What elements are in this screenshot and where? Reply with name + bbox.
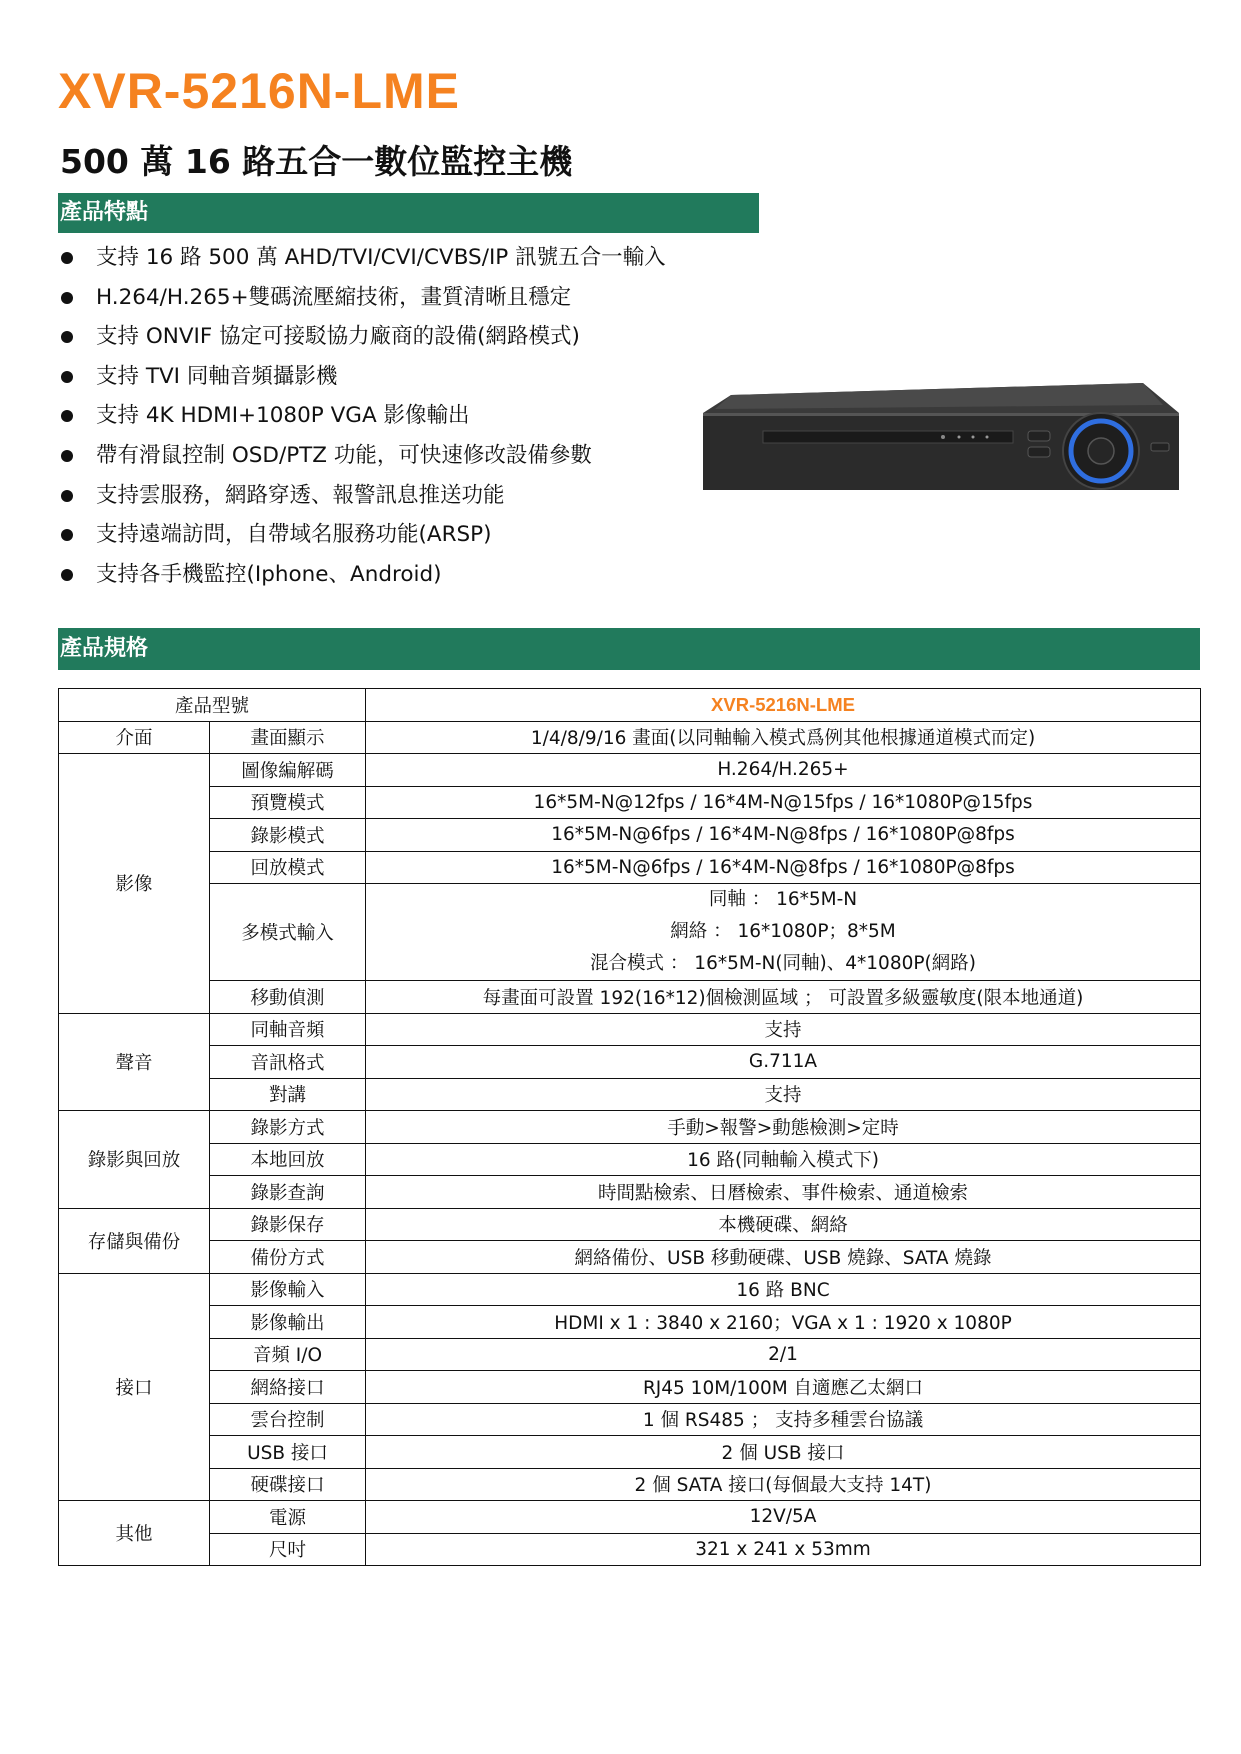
spec-value-line: 混合模式 ： 16*5M-N(同軸)、4*1080P(網路) xyxy=(590,953,976,974)
feature-item xyxy=(58,515,666,555)
bullet-icon xyxy=(61,450,73,462)
table-row xyxy=(59,1338,1201,1371)
table-row xyxy=(59,1241,1201,1274)
spec-label: 錄影方式 xyxy=(210,1111,366,1144)
table-row xyxy=(59,981,1201,1014)
feature-text: 支持 16 路 500 萬 AHD/TVI/CVI/CVBS/IP 訊號五合一輸入 xyxy=(96,245,666,270)
feature-text: 帶有滑鼠控制 OSD/PTZ 功能，可快速修改設備參數 xyxy=(96,442,592,468)
spec-label: 尺吋 xyxy=(210,1533,366,1566)
spec-label: USB 接口 xyxy=(210,1436,366,1469)
bullet-icon xyxy=(61,490,73,502)
spec-label: 移動偵測 xyxy=(210,981,366,1014)
page-subtitle: 500 萬 16 路五合一數位監控主機 xyxy=(60,142,573,181)
spec-label: 多模式輸入 xyxy=(210,884,366,981)
spec-label: 錄影模式 xyxy=(210,819,366,852)
spec-value: RJ45 10M/100M 自適應乙太網口 xyxy=(366,1371,1201,1404)
feature-text: 支持 4K HDMI+1080P VGA 影像輸出 xyxy=(96,403,470,429)
feature-text: 支持遠端訪問，自帶域名服務功能(ARSP) xyxy=(96,522,492,548)
spec-label: 網絡接口 xyxy=(210,1371,366,1404)
spec-value: H.264/H.265+ xyxy=(366,754,1201,787)
spec-label: 對講 xyxy=(210,1078,366,1111)
table-row xyxy=(59,1078,1201,1111)
table-row xyxy=(59,1176,1201,1209)
bullet-icon xyxy=(61,569,73,581)
table-row xyxy=(59,1143,1201,1176)
table-row xyxy=(59,1013,1201,1046)
bullet-icon xyxy=(61,252,73,264)
table-row xyxy=(59,689,1201,722)
spec-label: 影像輸出 xyxy=(210,1306,366,1339)
table-row xyxy=(59,1468,1201,1501)
table-row xyxy=(59,1046,1201,1079)
model-title: XVR-5216N-LME xyxy=(58,63,460,119)
feature-item xyxy=(58,278,666,318)
feature-item xyxy=(58,476,666,516)
feature-item xyxy=(58,317,666,357)
feature-text: 支持 ONVIF 協定可接駁協力廠商的設備(網路模式) xyxy=(96,324,580,350)
feature-item xyxy=(58,396,666,436)
features-section-bar: 產品特點 xyxy=(58,193,759,233)
spec-value: 16 路 BNC xyxy=(366,1273,1201,1306)
spec-label: 音訊格式 xyxy=(210,1046,366,1079)
table-row xyxy=(59,1111,1201,1144)
spec-label: 預覽模式 xyxy=(210,786,366,819)
model-label: 產品型號 xyxy=(59,689,366,722)
spec-value: G.711A xyxy=(366,1046,1201,1079)
spec-label: 回放模式 xyxy=(210,851,366,884)
spec-value: 2/1 xyxy=(366,1338,1201,1371)
spec-label: 雲台控制 xyxy=(210,1403,366,1436)
table-row xyxy=(59,1306,1201,1339)
table-row xyxy=(59,1371,1201,1404)
feature-item xyxy=(58,436,666,476)
spec-value-multiline xyxy=(366,884,1201,981)
spec-value: 1 個 RS485 ； 支持多種雲台協議 xyxy=(366,1403,1201,1436)
spec-label: 電源 xyxy=(210,1501,366,1534)
spec-label: 備份方式 xyxy=(210,1241,366,1274)
table-row xyxy=(59,1403,1201,1436)
category-cell: 錄影與回放 xyxy=(59,1111,210,1209)
spec-label: 錄影查詢 xyxy=(210,1176,366,1209)
spec-label: 硬碟接口 xyxy=(210,1468,366,1501)
feature-text: 支持 TVI 同軸音頻攝影機 xyxy=(96,363,338,389)
spec-value: 16*5M-N@6fps / 16*4M-N@8fps / 16*1080P@8fps xyxy=(366,819,1201,852)
table-row xyxy=(59,819,1201,852)
spec-value: 每畫面可設置 192(16*12)個檢測區域 ； 可設置多級靈敏度(限本地通道) xyxy=(366,981,1201,1014)
spec-value: 2 個 SATA 接口(每個最大支持 14T) xyxy=(366,1468,1201,1501)
spec-value: 2 個 USB 接口 xyxy=(366,1436,1201,1469)
table-row xyxy=(59,754,1201,787)
table-row xyxy=(59,851,1201,884)
category-cell: 介面 xyxy=(59,721,210,754)
spec-value: 手動>報警>動態檢測>定時 xyxy=(366,1111,1201,1144)
table-row xyxy=(59,786,1201,819)
feature-item xyxy=(58,357,666,397)
feature-text: 支持各手機監控(Iphone、Android) xyxy=(96,561,442,587)
table-row xyxy=(59,1208,1201,1241)
spec-label: 音頻 I/O xyxy=(210,1338,366,1371)
specs-section-bar: 產品規格 xyxy=(58,628,1200,670)
feature-text: 支持雲服務，網路穿透、報警訊息推送功能 xyxy=(96,482,505,508)
table-row xyxy=(59,1501,1201,1534)
bullet-icon xyxy=(61,371,73,383)
spec-label: 圖像編解碼 xyxy=(210,754,366,787)
table-row xyxy=(59,1273,1201,1306)
spec-value: 16*5M-N@6fps / 16*4M-N@8fps / 16*1080P@8fps xyxy=(366,851,1201,884)
spec-label: 影像輸入 xyxy=(210,1273,366,1306)
spec-value: 1/4/8/9/16 畫面(以同軸輸入模式爲例其他根據通道模式而定) xyxy=(366,721,1201,754)
spec-value: 12V/5A xyxy=(366,1501,1201,1534)
bullet-icon xyxy=(61,410,73,422)
spec-table xyxy=(58,688,1201,1566)
category-cell: 存儲與備份 xyxy=(59,1208,210,1273)
spec-value: 支持 xyxy=(366,1078,1201,1111)
spec-value: 16*5M-N@12fps / 16*4M-N@15fps / 16*1080P@15fps xyxy=(366,786,1201,819)
spec-label: 畫面顯示 xyxy=(210,721,366,754)
spec-value: 321 x 241 x 53mm xyxy=(366,1533,1201,1566)
features-list xyxy=(58,238,666,594)
spec-value: 支持 xyxy=(366,1013,1201,1046)
table-row xyxy=(59,1533,1201,1566)
feature-text: H.264/H.265+雙碼流壓縮技術，畫質清晰且穩定 xyxy=(96,284,572,310)
category-cell: 影像 xyxy=(59,754,210,1014)
dvr-device-image xyxy=(703,383,1179,490)
spec-value: 網絡備份、USB 移動硬碟、USB 燒錄、SATA 燒錄 xyxy=(366,1241,1201,1274)
category-cell: 聲音 xyxy=(59,1013,210,1111)
spec-label: 同軸音頻 xyxy=(210,1013,366,1046)
spec-value: 時間點檢索、日曆檢索、事件檢索、通道檢索 xyxy=(366,1176,1201,1209)
spec-value: 本機硬碟、網絡 xyxy=(366,1208,1201,1241)
bullet-icon xyxy=(61,331,73,343)
bullet-icon xyxy=(61,292,73,304)
feature-item xyxy=(58,238,666,278)
spec-value-line: 同軸 ： 16*5M-N xyxy=(708,889,858,910)
bullet-icon xyxy=(61,529,73,541)
spec-label: 錄影保存 xyxy=(210,1208,366,1241)
category-cell: 接口 xyxy=(59,1273,210,1501)
spec-value-line: 網絡 ： 16*1080P；8*5M xyxy=(670,921,896,942)
category-cell: 其他 xyxy=(59,1501,210,1566)
spec-value: HDMI x 1 : 3840 x 2160；VGA x 1 : 1920 x 1080P xyxy=(366,1306,1201,1339)
feature-item xyxy=(58,555,666,595)
table-row xyxy=(59,884,1201,981)
table-row xyxy=(59,1436,1201,1469)
spec-label: 本地回放 xyxy=(210,1143,366,1176)
spec-value: 16 路(同軸輸入模式下) xyxy=(366,1143,1201,1176)
model-value: XVR-5216N-LME xyxy=(366,689,1201,722)
table-row xyxy=(59,721,1201,754)
